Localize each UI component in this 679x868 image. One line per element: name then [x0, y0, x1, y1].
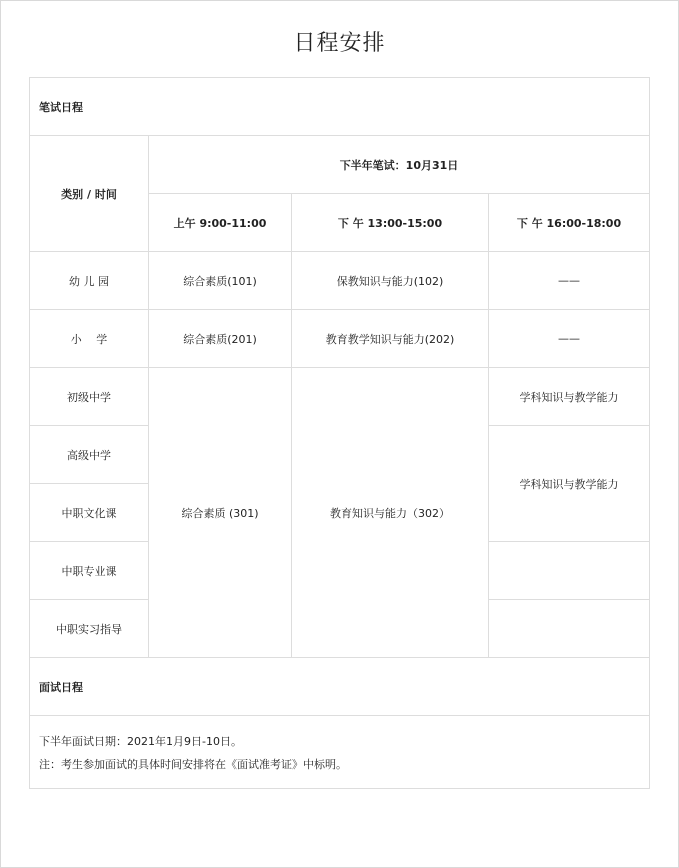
subject-cell-empty — [489, 542, 650, 600]
subject-cell: 学科知识与教学能力 — [489, 426, 650, 542]
slot-afternoon-1: 下 午 13:00-15:00 — [292, 194, 489, 252]
table-row — [30, 310, 650, 368]
written-date-header: 下半年笔试：10月31日 — [149, 136, 650, 194]
category-vocational-professional: 中职专业课 — [30, 542, 149, 600]
table-row — [30, 252, 650, 310]
page-title: 日程安排 — [293, 31, 386, 56]
interview-note-line: 注：考生参加面试的具体时间安排将在《面试准考证》中标明。 — [39, 758, 347, 771]
category-primary: 小 学 — [30, 310, 149, 368]
category-vocational-internship: 中职实习指导 — [30, 600, 149, 658]
interview-section-title: 面试日程 — [30, 658, 650, 716]
category-vocational-culture: 中职文化课 — [30, 484, 149, 542]
subject-cell: —— — [489, 310, 650, 368]
table-row — [30, 368, 650, 426]
written-section-title: 笔试日程 — [30, 78, 650, 136]
interview-date-line: 下半年面试日期：2021年1月9日-10日。 — [39, 735, 242, 748]
interview-notes — [30, 716, 650, 789]
category-junior-middle: 初级中学 — [30, 368, 149, 426]
subject-cell: 学科知识与教学能力 — [489, 368, 650, 426]
slot-afternoon-2: 下 午 16:00-18:00 — [489, 194, 650, 252]
subject-cell-secondary-afternoon: 教育知识与能力（302） — [292, 368, 489, 658]
subject-cell: 保教知识与能力(102) — [292, 252, 489, 310]
category-senior-high: 高级中学 — [30, 426, 149, 484]
slot-morning: 上午 9:00-11:00 — [149, 194, 292, 252]
written-section-row — [30, 78, 650, 136]
written-header-row — [30, 136, 650, 194]
subject-cell-empty — [489, 600, 650, 658]
subject-cell: 综合素质(101) — [149, 252, 292, 310]
interview-notes-row — [30, 716, 650, 789]
subject-cell-secondary-morning: 综合素质 (301) — [149, 368, 292, 658]
interview-section-row — [30, 658, 650, 716]
category-time-header: 类别 / 时间 — [30, 136, 149, 252]
subject-cell: 综合素质(201) — [149, 310, 292, 368]
category-kindergarten: 幼 儿 园 — [30, 252, 149, 310]
subject-cell: 教育教学知识与能力(202) — [292, 310, 489, 368]
subject-cell: —— — [489, 252, 650, 310]
schedule-table — [29, 77, 650, 789]
